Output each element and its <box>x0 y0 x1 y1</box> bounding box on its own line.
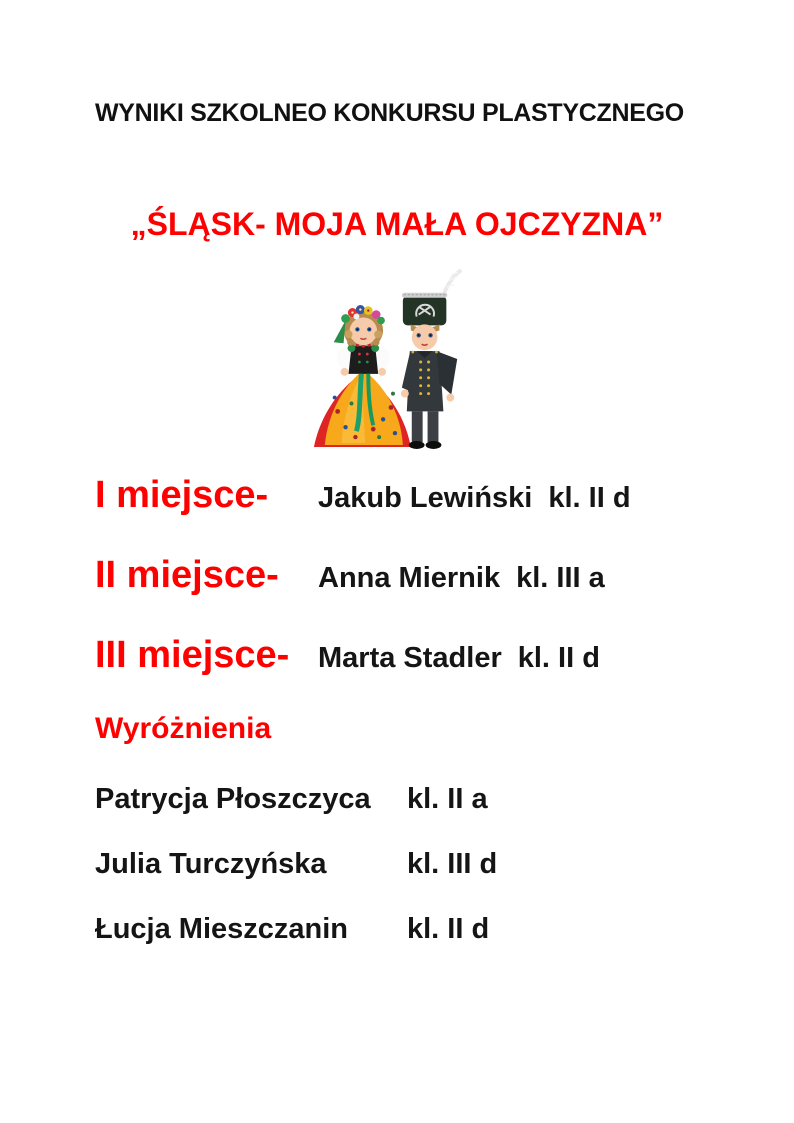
page-title: WYNIKI SZKOLNEO KONKURSU PLASTYCZNEGO <box>95 99 684 127</box>
honor-name: Łucja Mieszczanin <box>95 913 349 945</box>
girl-doll-figure <box>314 305 411 447</box>
third-place-name: Marta Stadler <box>318 642 502 674</box>
honor-name: Patrycja Płoszczyca <box>95 783 371 815</box>
boy-doll-figure <box>401 270 461 449</box>
honor-row <box>95 913 489 946</box>
first-place-name: Jakub Lewiński <box>318 482 533 514</box>
result-third-place <box>95 634 600 677</box>
honor-class: kl. III d <box>407 848 498 880</box>
result-first-place <box>95 474 631 517</box>
first-place-label: I miejsce- <box>95 474 269 516</box>
second-place-name: Anna Miernik <box>318 562 501 594</box>
honor-row <box>95 783 488 816</box>
second-place-label: II miejsce- <box>95 554 279 596</box>
third-place-label: III miejsce- <box>95 634 290 676</box>
contest-title: „ŚLĄSK- MOJA MAŁA OJCZYZNA” <box>130 206 664 242</box>
honor-class: kl. II a <box>407 783 488 815</box>
third-place-class: kl. II d <box>517 642 600 674</box>
honors-heading: Wyróżnienia <box>95 712 272 745</box>
honor-row <box>95 848 497 881</box>
result-second-place <box>95 554 605 597</box>
honor-class: kl. II d <box>407 913 490 945</box>
first-place-class: kl. II d <box>548 482 631 514</box>
second-place-class: kl. III a <box>516 562 605 594</box>
honor-name: Julia Turczyńska <box>95 848 327 880</box>
dolls-image <box>308 262 476 458</box>
